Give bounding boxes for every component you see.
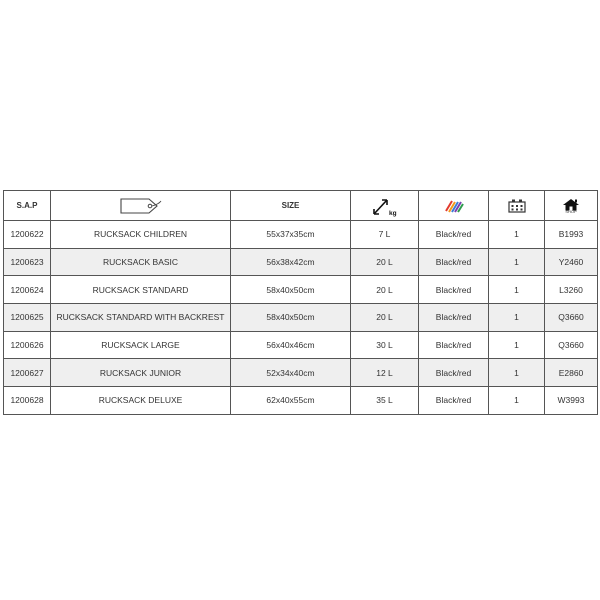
cell-name: RUCKSACK LARGE bbox=[51, 331, 231, 359]
cell-size: 56x38x42cm bbox=[231, 248, 351, 276]
header-sap: S.A.P bbox=[4, 191, 51, 221]
cell-sap: 1200627 bbox=[4, 359, 51, 387]
cell-sap: 1200628 bbox=[4, 387, 51, 415]
cell-qty: 1 bbox=[489, 359, 545, 387]
cell-code: Y2460 bbox=[545, 248, 598, 276]
header-size: SIZE bbox=[231, 191, 351, 221]
carton-icon bbox=[507, 198, 527, 214]
cell-sap: 1200624 bbox=[4, 276, 51, 304]
header-color bbox=[419, 191, 489, 221]
shop-label: SHOP bbox=[565, 208, 577, 214]
cell-volume: 20 L bbox=[351, 276, 419, 304]
cell-qty: 1 bbox=[489, 331, 545, 359]
cell-qty: 1 bbox=[489, 304, 545, 332]
cell-volume: 20 L bbox=[351, 304, 419, 332]
weight-unit-label: kg bbox=[388, 209, 397, 217]
table-row bbox=[4, 304, 598, 332]
cell-name: RUCKSACK DELUXE bbox=[51, 387, 231, 415]
cell-color: Black/red bbox=[419, 276, 489, 304]
cell-color: Black/red bbox=[419, 221, 489, 249]
cell-color: Black/red bbox=[419, 387, 489, 415]
header-volume bbox=[351, 191, 419, 221]
cell-sap: 1200625 bbox=[4, 304, 51, 332]
product-table bbox=[3, 190, 598, 415]
cell-volume: 12 L bbox=[351, 359, 419, 387]
cell-code: L3260 bbox=[545, 276, 598, 304]
cell-size: 55x37x35cm bbox=[231, 221, 351, 249]
table-row bbox=[4, 331, 598, 359]
color-palette-icon bbox=[443, 198, 465, 214]
cell-color: Black/red bbox=[419, 248, 489, 276]
cell-name: RUCKSACK BASIC bbox=[51, 248, 231, 276]
cell-name: RUCKSACK CHILDREN bbox=[51, 221, 231, 249]
table-row bbox=[4, 359, 598, 387]
cell-size: 62x40x55cm bbox=[231, 387, 351, 415]
header-qty bbox=[489, 191, 545, 221]
cell-color: Black/red bbox=[419, 359, 489, 387]
cell-sap: 1200623 bbox=[4, 248, 51, 276]
cell-size: 56x40x46cm bbox=[231, 331, 351, 359]
cell-code: B1993 bbox=[545, 221, 598, 249]
cell-name: RUCKSACK STANDARD bbox=[51, 276, 231, 304]
cell-volume: 30 L bbox=[351, 331, 419, 359]
header-row bbox=[4, 191, 598, 221]
cell-sap: 1200626 bbox=[4, 331, 51, 359]
cell-size: 58x40x50cm bbox=[231, 304, 351, 332]
cell-code: Q3660 bbox=[545, 304, 598, 332]
table-row bbox=[4, 276, 598, 304]
cell-sap: 1200622 bbox=[4, 221, 51, 249]
cell-size: 52x34x40cm bbox=[231, 359, 351, 387]
cell-volume: 20 L bbox=[351, 248, 419, 276]
table-row bbox=[4, 221, 598, 249]
cell-qty: 1 bbox=[489, 221, 545, 249]
header-name bbox=[51, 191, 231, 221]
cell-code: Q3660 bbox=[545, 331, 598, 359]
cell-qty: 1 bbox=[489, 387, 545, 415]
table-row bbox=[4, 387, 598, 415]
cell-color: Black/red bbox=[419, 304, 489, 332]
cell-size: 58x40x50cm bbox=[231, 276, 351, 304]
cell-code: E2860 bbox=[545, 359, 598, 387]
cell-qty: 1 bbox=[489, 276, 545, 304]
cell-code: W3993 bbox=[545, 387, 598, 415]
header-shop bbox=[545, 191, 598, 221]
product-table-container bbox=[3, 190, 597, 415]
cell-name: RUCKSACK STANDARD WITH BACKREST bbox=[51, 304, 231, 332]
volume-kg-icon bbox=[371, 195, 399, 217]
cell-volume: 35 L bbox=[351, 387, 419, 415]
cell-volume: 7 L bbox=[351, 221, 419, 249]
cell-qty: 1 bbox=[489, 248, 545, 276]
cell-name: RUCKSACK JUNIOR bbox=[51, 359, 231, 387]
tag-icon bbox=[119, 197, 163, 215]
cell-color: Black/red bbox=[419, 331, 489, 359]
table-row bbox=[4, 248, 598, 276]
